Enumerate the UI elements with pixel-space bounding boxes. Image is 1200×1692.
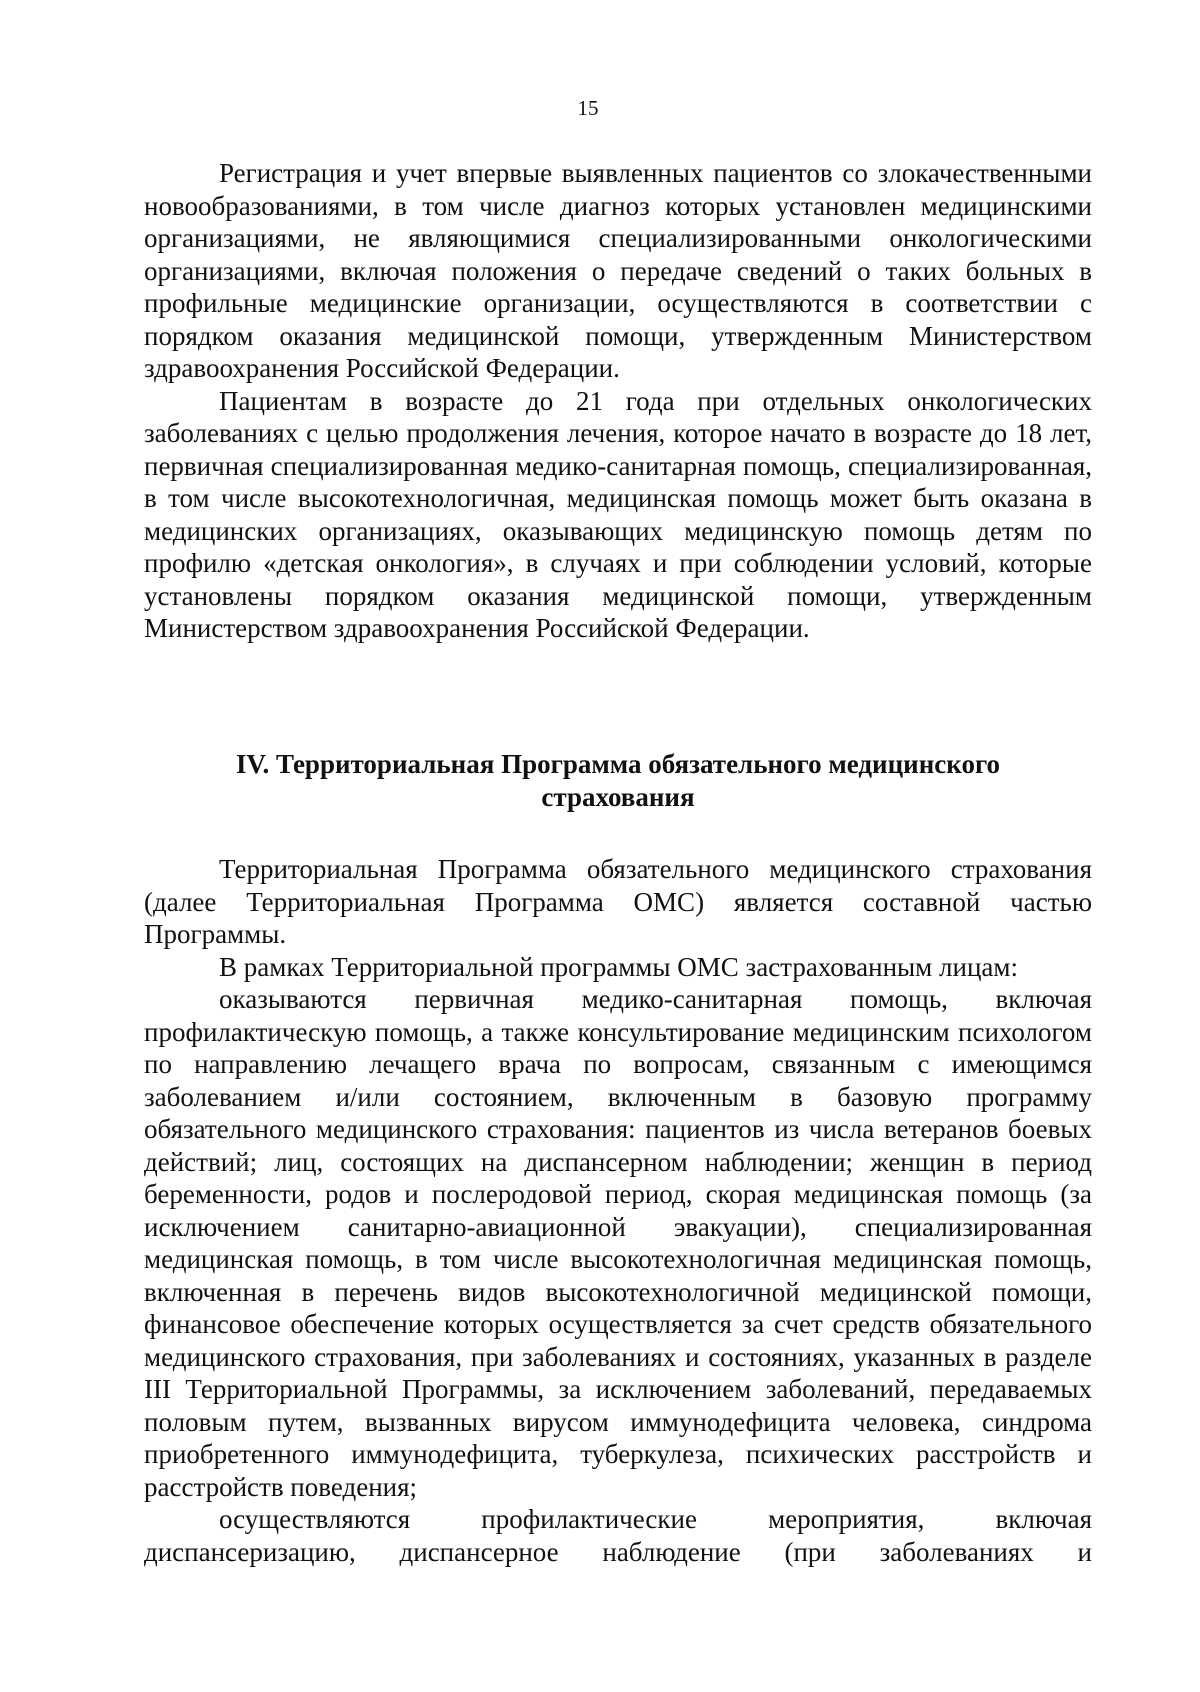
paragraph-oms-scope-intro: В рамках Территориальной программы ОМС застрахованным лицам: <box>219 951 1018 982</box>
section-heading-line-2: страхования <box>541 782 695 812</box>
section-heading <box>144 748 1092 814</box>
section-4-body <box>144 853 1092 1568</box>
paragraph-oms-definition: Территориальная Программа обязательного медицинского страхования (далее Территориальная Программа ОМС) является составной частью Программы. <box>144 854 1092 949</box>
section-3-tail <box>144 157 1092 645</box>
paragraph-pediatric-oncology: Пациентам в возрасте до 21 года при отдельных онкологических заболеваниях с целью продолжения лечения, которое начато в возрасте до 18 лет, первичная специализированная медико-санитарная помощь, специализированная, в том числе высокотехнологичная, медицинская помощь может быть оказана в медицинских организациях, оказывающих медицинскую помощь детям по профилю «детская онкология», в случаях и при соблюдении условий, которые установлены порядком оказания медицинской помощи, утвержденным Министерством здравоохранения Российской Федерации. <box>144 385 1092 643</box>
page-number: 15 <box>577 96 599 120</box>
paragraph-oms-preventive: осуществляются профилактические мероприятия, включая диспансеризацию, диспансерное наблюдение (при заболеваниях и <box>144 1504 1092 1567</box>
section-heading-line-1: IV. Территориальная Программа обязательного медицинского <box>235 749 1001 779</box>
paragraph-registration: Регистрация и учет впервые выявленных пациентов со злокачественными новообразованиями, в том числе диагноз которых установлен медицинскими организациями, не являющимися специализированными онкологическими организациями, включая положения о передаче сведений о таких больных в профильные медицинские организации, осуществляются в соответствии с порядком оказания медицинской помощи, утвержденным Министерством здравоохранения Российской Федерации. <box>144 158 1092 383</box>
paragraph-oms-medical-care: оказываются первичная медико-санитарная помощь, включая профилактическую помощь, а также консультирование медицинским психологом по направлению лечащего врача по вопросам, связанным с имеющимся заболеванием и/или состоянием, включенным в базовую программу обязательного медицинского страхования: пациентов из числа ветеранов боевых действий; лиц, состоящих на диспансерном наблюдении; женщин в период беременности, родов и послеродовой период, скорая медицинская помощь (за исключением санитарно-авиационной эвакуации), специализированная медицинская помощь, в том числе высокотехнологичная медицинская помощь, включенная в перечень видов высокотехнологичной медицинской помощи, финансовое обеспечение которых осуществляется за счет средств обязательного медицинского страхования, при заболеваниях и состояниях, указанных в разделе III Территориальной Программы, за исключением заболеваний, передаваемых половым путем, вызванных вирусом иммунодефицита человека, синдрома приобретенного иммунодефицита, туберкулеза, психических расстройств и расстройств поведения; <box>144 984 1092 1502</box>
